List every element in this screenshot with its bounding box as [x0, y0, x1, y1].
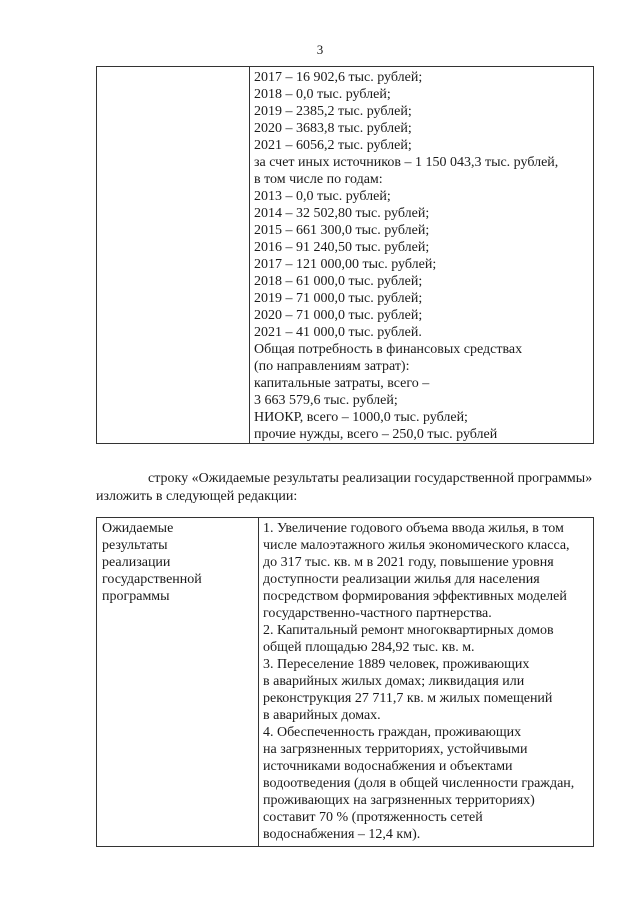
funding-line: 2013 – 0,0 тыс. рублей; — [254, 189, 391, 204]
funding-line: 2017 – 16 902,6 тыс. рублей; — [254, 70, 423, 85]
results-line: 4. Обеспеченность граждан, проживающих — [263, 725, 522, 740]
funding-line: 2021 – 41 000,0 тыс. рублей. — [254, 325, 422, 340]
results-line: числе малоэтажного жилья экономического класса, — [263, 538, 570, 553]
funding-line: 2018 – 61 000,0 тыс. рублей; — [254, 274, 423, 289]
results-line: водоотведения (доля в общей численности граждан, — [263, 776, 575, 791]
results-line: на загрязненных территориях, устойчивыми — [263, 742, 528, 757]
funding-line: 2019 – 71 000,0 тыс. рублей; — [254, 291, 423, 306]
results-line: посредством формирования эффективных моделей — [263, 589, 567, 604]
results-line: составит 70 % (протяженность сетей — [263, 810, 483, 825]
funding-line: 2016 – 91 240,50 тыс. рублей; — [254, 240, 430, 255]
results-line: до 317 тыс. кв. м в 2021 году, повышение уровня — [263, 555, 554, 570]
results-label-line: реализации — [102, 555, 171, 570]
funding-line: НИОКР, всего – 1000,0 тыс. рублей; — [254, 410, 468, 425]
funding-line: (по направлениям затрат): — [254, 359, 410, 374]
instruction-paragraph — [96, 470, 596, 506]
instruction-line: строку «Ожидаемые результаты реализации государственной программы» — [148, 471, 593, 486]
results-line: доступности реализации жилья для населения — [263, 572, 540, 587]
results-line: государственно-частного партнерства. — [263, 606, 492, 621]
results-line: 2. Капитальный ремонт многоквартирных домов — [263, 623, 554, 638]
results-label-line: государственной — [102, 572, 202, 587]
funding-line: 2018 – 0,0 тыс. рублей; — [254, 87, 391, 102]
funding-line: 2017 – 121 000,00 тыс. рублей; — [254, 257, 437, 272]
results-line: водоснабжения – 12,4 км). — [263, 827, 421, 842]
funding-line: капитальные затраты, всего – — [254, 376, 430, 391]
funding-line: 2020 – 3683,8 тыс. рублей; — [254, 121, 412, 136]
funding-line: 2014 – 32 502,80 тыс. рублей; — [254, 206, 430, 221]
instruction-line: изложить в следующей редакции: — [96, 489, 298, 504]
results-table — [96, 517, 594, 847]
funding-line: Общая потребность в финансовых средствах — [254, 342, 523, 357]
results-label-line: программы — [102, 589, 170, 604]
funding-line: прочие нужды, всего – 250,0 тыс. рублей — [254, 427, 498, 442]
results-line: реконструкция 27 711,7 кв. м жилых помещений — [263, 691, 553, 706]
funding-line: 3 663 579,6 тыс. рублей; — [254, 393, 398, 408]
results-label-line: Ожидаемые — [102, 521, 174, 536]
funding-line: 2021 – 6056,2 тыс. рублей; — [254, 138, 412, 153]
results-label-line: результаты — [102, 538, 168, 553]
label-cell-empty — [97, 67, 250, 444]
table-row — [97, 67, 594, 444]
results-line: 3. Переселение 1889 человек, проживающих — [263, 657, 530, 672]
funding-line: 2020 – 71 000,0 тыс. рублей; — [254, 308, 423, 323]
funding-line: за счет иных источников – 1 150 043,3 тыс. рублей, — [254, 155, 559, 170]
funding-cell — [250, 67, 594, 444]
results-line: проживающих на загрязненных территориях) — [263, 793, 535, 808]
results-line: в аварийных жилых домах; ликвидация или — [263, 674, 525, 689]
table-row — [97, 518, 594, 847]
funding-line: 2015 – 661 300,0 тыс. рублей; — [254, 223, 430, 238]
funding-table — [96, 66, 594, 444]
results-line: источниками водоснабжения и объектами — [263, 759, 513, 774]
page-number: 3 — [316, 42, 324, 57]
results-line: в аварийных домах. — [263, 708, 381, 723]
results-line: общей площадью 284,92 тыс. кв. м. — [263, 640, 475, 655]
funding-line: в том числе по годам: — [254, 172, 383, 187]
results-text-cell — [259, 518, 594, 847]
results-label-cell — [97, 518, 259, 847]
results-line: 1. Увеличение годового объема ввода жилья, в том — [263, 521, 564, 536]
funding-line: 2019 – 2385,2 тыс. рублей; — [254, 104, 412, 119]
